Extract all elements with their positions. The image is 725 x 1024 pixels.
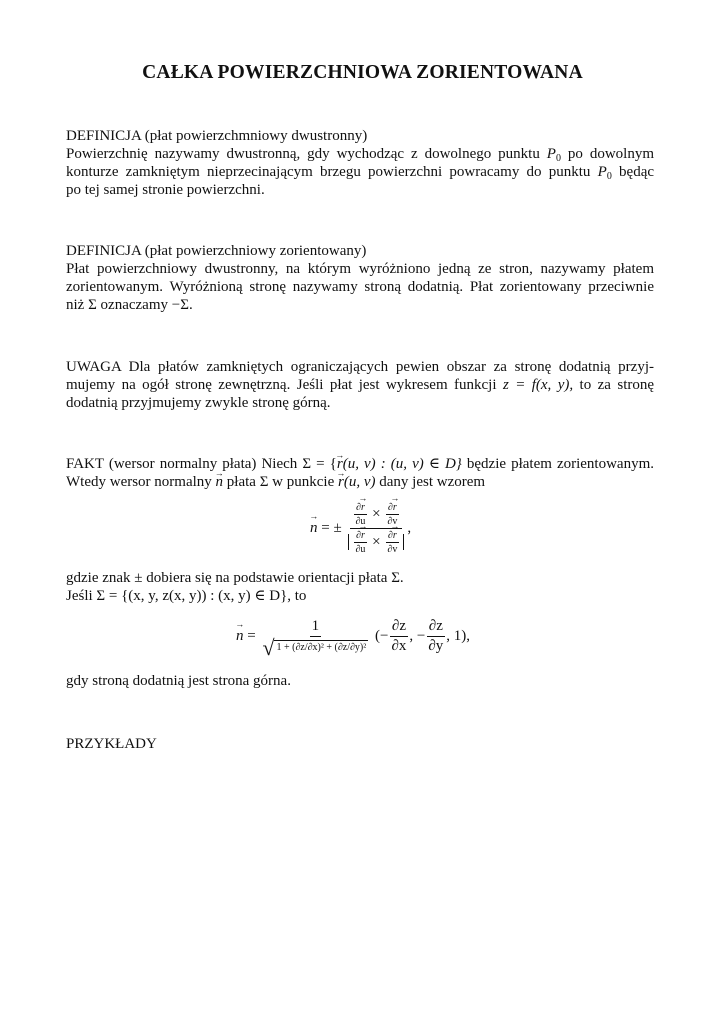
fact-text-line: gdy stroną dodatnią jest strona górna. <box>66 673 291 689</box>
definition-heading: DEFINICJA (płat powierzchmniowy dwustronny) <box>66 128 368 144</box>
definition-text-line: niż Σ oznaczamy −Σ. <box>66 297 193 313</box>
remark-text-line: UWAGA Dla płatów zamkniętych ograniczających pewien obszar za stronę dodatnią przyj- <box>66 359 654 375</box>
fact-text-line: FAKT (wersor normalny płata) Niech Σ = {→ r(u, v) : (u, v) ∈ D} będzie płatem zorientowanym. <box>66 455 654 473</box>
definition-text-line: zorientowanym. Wyróżnioną stronę nazywamy stroną dodatnią. Płat zorientowany przeciwnie <box>66 279 654 295</box>
page-title: CAŁKA POWIERZCHNIOWA ZORIENTOWANA <box>142 62 583 83</box>
definition-two-sided-surface <box>66 127 654 199</box>
definition-text-line: Powierzchnię nazywamy dwustronną, gdy wychodząc z dowolnego punktu $P_0$ po dowolnym <box>66 146 655 164</box>
fact-text-line: Jeśli Σ = {(x, y, z(x, y)) : (x, y) ∈ D}, to <box>66 588 307 604</box>
remark-block <box>66 358 654 412</box>
examples-heading <box>66 735 654 753</box>
fact-closing <box>66 672 654 690</box>
fact-continuation <box>66 569 654 605</box>
definition-text-line: Płat powierzchniowy dwustronny, na którym wyróżniono jedną ze stron, nazywamy płatem <box>66 261 654 277</box>
normal-vector-formula: → n = ± $\frac{\partial\to r}{\partial u}$ × $\frac{\partial\to r}{\partial v}$ $\frac{\partial\to r}{\partial u}$ × $\frac{\partial\to r}{\partial v}$ , <box>310 502 411 555</box>
fact-text-line: Wtedy wersor normalny → n płata Σ w punkcie → r(u, v) dany jest wzorem <box>66 473 654 491</box>
definition-oriented-surface <box>66 242 654 314</box>
definition-text-line: po tej samej stronie powierzchni. <box>66 182 265 198</box>
remark-text-line: dodatnią przyjmujemy zwykle stronę górną. <box>66 395 331 411</box>
normal-vector-graph-formula: → n = 1 √ 1 + (∂z/∂x)² + (∂z/∂y)² (− $\frac{\partial z}{\partial x}$ , − $\frac{\partial z}{\partial y}$ , 1), <box>236 618 470 655</box>
fact-block <box>66 455 654 491</box>
remark-text-line: mujemy na ogół stronę zewnętrzną. Jeśli płat jest wykresem funkcji z = f(x, y), to za stronę <box>66 377 655 393</box>
examples-label: PRZYKŁADY <box>66 736 157 752</box>
definition-heading: DEFINICJA (płat powierzchniowy zorientowany) <box>66 243 367 259</box>
definition-text-line: konturze zamkniętym nieprzecinającym brzegu powierzchni powracamy do punktu $P_0$ będąc <box>66 164 655 182</box>
fact-text-line: gdzie znak ± dobiera się na podstawie orientacji płata Σ. <box>66 570 404 586</box>
